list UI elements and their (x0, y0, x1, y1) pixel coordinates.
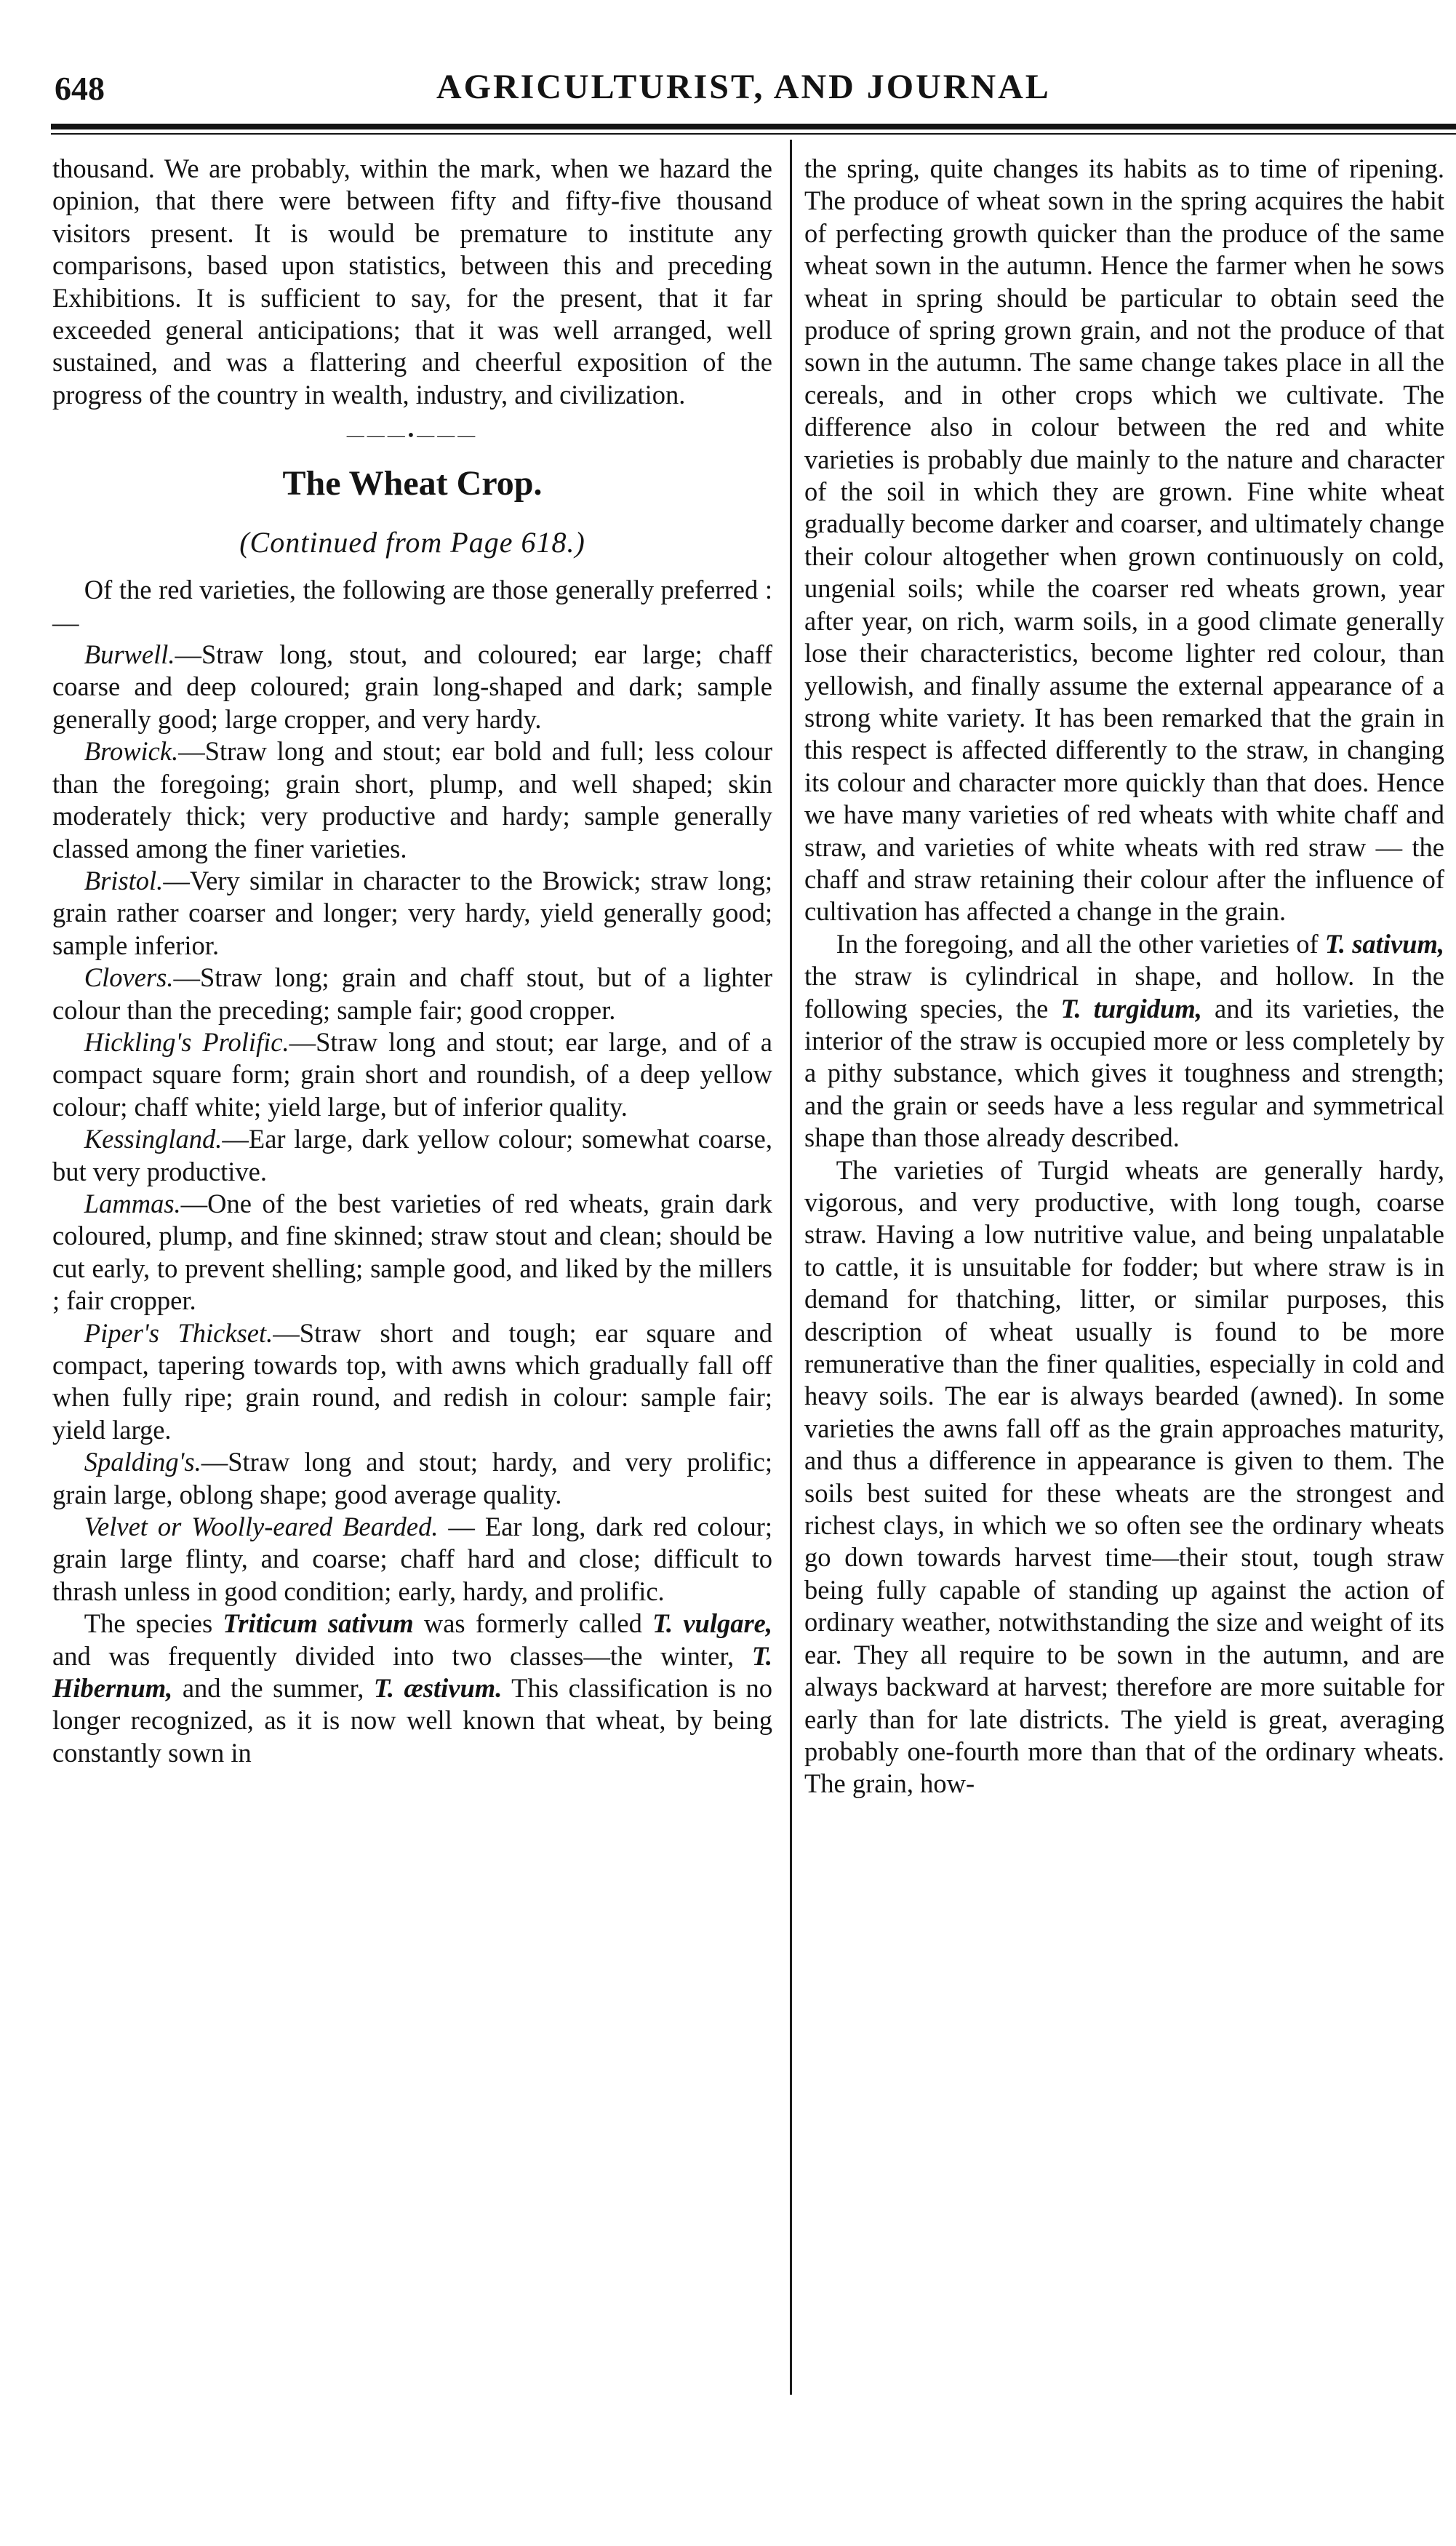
header-rule-thick (51, 124, 1456, 129)
running-head: AGRICULTURIST, AND JOURNAL (436, 68, 1051, 106)
intro-paragraph: Of the red varieties, the following are those generally preferred :— (52, 575, 772, 637)
variety-name: Piper's Thickset. (84, 1317, 273, 1348)
header-rule-thin (51, 133, 1456, 135)
variety-name: Bristol. (84, 865, 164, 895)
variety-name: Clovers. (84, 962, 174, 993)
variety-text: —Straw long; grain and chaff stout, but of a lighter colour than the preceding; sample fair; good cropper. (52, 962, 772, 1025)
right-column (804, 153, 1444, 1800)
text-run: the straw is cylindrical in shape, and hollow. In the following species, the (804, 961, 1444, 1023)
variety-name: Spalding's. (84, 1447, 201, 1477)
species-name: T. æstivum. (373, 1673, 503, 1704)
section-divider: ———•——— (346, 426, 479, 446)
variety-entry (52, 962, 772, 1026)
text-run: and the summer, (172, 1673, 374, 1704)
text-run: In the foregoing, and all the other varieties of (836, 928, 1325, 959)
page-number: 648 (55, 70, 105, 107)
turgid-wheats-paragraph: The varieties of Turgid wheats are generally hardy, vigorous, and very productive, with long tough, coarse straw. Having a low nutritive value, and being unpalatable to cattle, it is unsuitable for fodder; but where straw is in demand for thatching, litter, or similar purposes, this description of wheat usually is found to be more remunerative than the finer qualities, especially in cold and heavy soils. The ear is always bearded (awned). In some varieties the awns fall off as the grain approaches maturity, and thus a difference in appearance is given to them. The soils best suited for these wheats are the strongest and richest clays, in which we so often see the ordinary wheats go down towards harvest time—their stout, tough straw being fully capable of standing up against the action of ordinary weather, notwithstanding the size and weight of its ear. They all require to be sown in the autumn, and are always backward at harvest; therefore are more suitable for early than for late districts. The yield is great, averaging probably one-fourth more than that of the ordinary wheats. The grain, how- (804, 1154, 1444, 1799)
variety-name: Hickling's Prolific. (84, 1026, 289, 1057)
variety-name: Kessingland. (84, 1124, 223, 1154)
text-run: and was frequently divided into two classes—the winter, (52, 1640, 752, 1671)
variety-text: —Straw long and stout; hardy, and very prolific; grain large, oblong shape; good average quality. (52, 1447, 772, 1509)
variety-entry (52, 1511, 772, 1608)
variety-entry (52, 735, 772, 865)
text-run: and its varieties, the interior of the straw is occupied more or less completely by a pithy substance, which gives it toughness and strength; and the grain or seeds have a less regular and symmetrical shape than those already described. (804, 993, 1444, 1153)
variety-text: —One of the best varieties of red wheats, grain dark coloured, plump, and fine skinned; straw stout and clean; should be cut early, to prevent shelling; sample good, and liked by the millers ; fair cropper. (52, 1188, 772, 1316)
species-paragraph (52, 1608, 772, 1769)
variety-text: —Straw long, stout, and coloured; ear large; chaff coarse and deep coloured; grain long-shaped and dark; sample generally good; large cropper, and very hardy. (52, 639, 772, 734)
article-title: The Wheat Crop. (282, 464, 543, 503)
variety-name: Velvet or Woolly-eared Bearded. (84, 1512, 439, 1542)
species-name: T. sativum, (1324, 928, 1444, 959)
variety-name: Burwell. (84, 639, 175, 670)
species-name: T. vulgare, (652, 1608, 773, 1639)
continued-note: (Continued from Page 618.) (239, 526, 585, 559)
species-name: Triticum sativum (223, 1608, 414, 1639)
variety-entry (52, 1317, 772, 1447)
variety-entry (52, 1188, 772, 1317)
variety-text: — Ear long, dark red colour; grain large flinty, and coarse; chaff hard and close; difficult to thrash unless in good condition; early, hardy, and prolific. (52, 1512, 773, 1606)
text-run: This classification is no longer recognized, as it is now well known that wheat, by being constantly sown in (52, 1673, 772, 1768)
variety-name: Browick. (84, 736, 179, 767)
variety-text: —Straw long and stout; ear bold and full; less colour than the foregoing; grain short, plump, and well shaped; skin moderately thick; very productive and hardy; sample generally classed among the finer varieties. (52, 736, 772, 863)
variety-text: —Very similar in character to the Browick; straw long; grain rather coarser and longer; very hardy, yield generally good; sample inferior. (52, 865, 772, 960)
variety-text: —Straw long and stout; ear large, and of a compact square form; grain short and roundish, of a deep yellow colour; chaff white; yield large, but of inferior quality. (52, 1026, 772, 1122)
variety-entry (52, 1026, 772, 1123)
exhibition-paragraph: thousand. We are probably, within the mark, when we hazard the opinion, that there were between fifty and fifty-five thousand visitors present. It is would be premature to institute any comparisons, based upon statistics, between this and preceding Exhibitions. It is sufficient to say, for the present, that it far exceeded general anticipations; that it was well arranged, well sustained, and was a flattering and cheerful exposition of the progress of the country in wealth, industry, and civilization. (52, 153, 772, 410)
variety-entry (52, 865, 772, 962)
variety-text: —Ear large, dark yellow colour; somewhat coarse, but very productive. (52, 1124, 772, 1186)
turgidum-paragraph (804, 928, 1444, 1154)
species-name: T. Hibernum, (52, 1640, 772, 1704)
species-name: T. turgidum, (1060, 993, 1202, 1023)
text-run: The species (84, 1608, 223, 1639)
text-run: was formerly called (413, 1608, 653, 1639)
variety-entry (52, 1123, 772, 1188)
column-divider (790, 140, 792, 2395)
spring-sowing-paragraph: the spring, quite changes its habits as to time of ripening. The produce of wheat sown in the spring acquires the habit of perfecting growth quicker than the produce of the same wheat sown in the autumn. Hence the farmer when he sows wheat in spring should be particular to obtain seed the produce of spring grown grain, and not the produce of that sown in the autumn. The same change takes place in all the cereals, and in other crops which we cultivate. The difference also in colour between the red and white varieties is probably due mainly to the nature and character of the soil in which they are grown. Fine white wheat gradually become darker and coarser, and ultimately change their colour altogether when grown continuously on cold, ungenial soils; while the coarser red wheats grown, year after year, on rich, warm soils, in a good climate generally lose their characteristics, become lighter red colour, than yellowish, and finally assume the external appearance of a strong white variety. It has been remarked that the grain in this respect is affected differently to the straw, in changing its colour and character more quickly than that does. Hence we have many varieties of red wheats with white chaff and straw, and varieties of white wheats with red straw — the chaff and straw retaining their colour after the influence of cultivation has affected a change in the grain. (804, 153, 1444, 927)
left-column (52, 153, 772, 1769)
variety-entry (52, 639, 772, 735)
variety-name: Lammas. (84, 1188, 181, 1218)
variety-entry (52, 1446, 772, 1511)
variety-text: —Straw short and tough; ear square and compact, tapering towards top, with awns which gradually fall off when fully ripe; grain round, and redish in colour: sample fair; yield large. (52, 1317, 772, 1445)
